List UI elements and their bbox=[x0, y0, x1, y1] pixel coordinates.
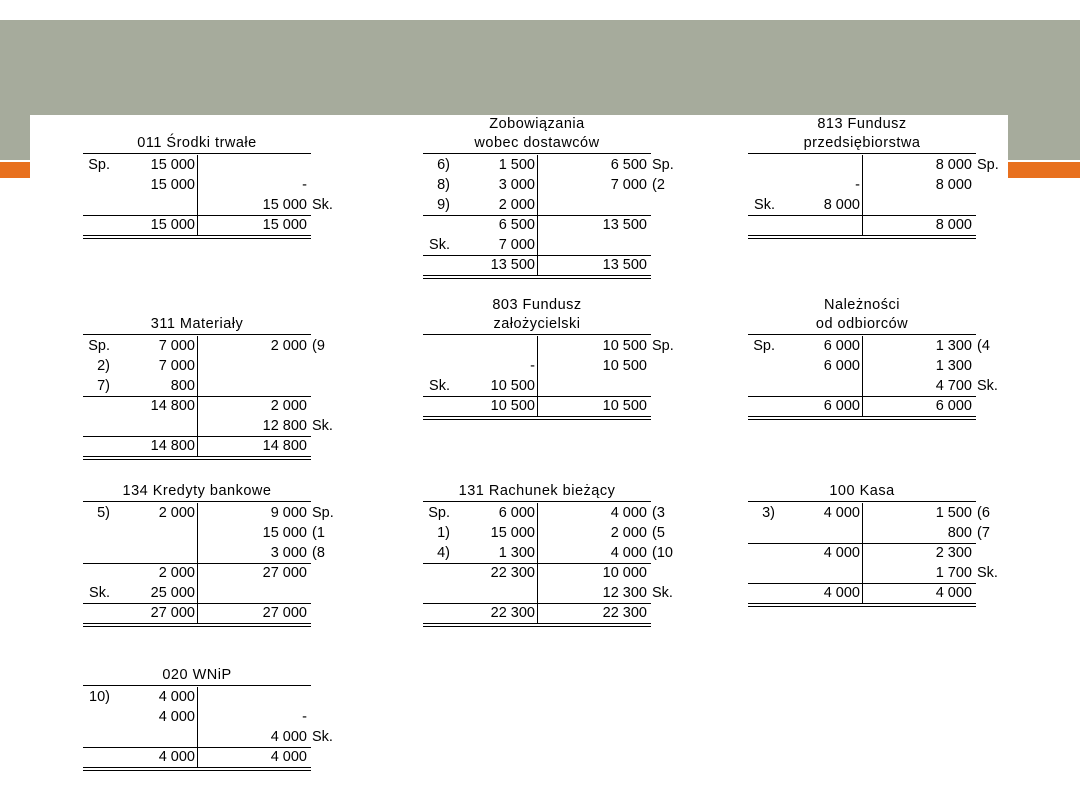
debit-value: 4 000 bbox=[158, 689, 195, 705]
ledger-row bbox=[30, 543, 360, 563]
right-label: (3 bbox=[652, 505, 665, 521]
ledger-row bbox=[30, 396, 360, 416]
credit-value: 9 000 bbox=[270, 505, 307, 521]
account-title-line1: 813 Fundusz bbox=[817, 116, 907, 132]
right-label: (2 bbox=[652, 177, 665, 193]
credit-value: 3 000 bbox=[270, 545, 307, 561]
ledger-row bbox=[370, 155, 700, 175]
credit-value: 8 000 bbox=[935, 157, 972, 173]
credit-value: 4 000 bbox=[610, 505, 647, 521]
credit-value: 10 000 bbox=[602, 565, 647, 581]
debit-value: 15 000 bbox=[150, 157, 195, 173]
right-label: Sp. bbox=[652, 338, 674, 354]
subtotal-rule bbox=[83, 396, 311, 397]
credit-value: 2 000 bbox=[270, 398, 307, 414]
total-double-rule bbox=[423, 623, 651, 627]
left-label: 8) bbox=[437, 177, 450, 193]
ledger-row bbox=[370, 563, 700, 583]
subtotal-rule bbox=[423, 255, 651, 256]
debit-value: 2 000 bbox=[498, 197, 535, 213]
ledger-row bbox=[30, 603, 360, 623]
right-label: (1 bbox=[312, 525, 325, 541]
debit-value: 25 000 bbox=[150, 585, 195, 601]
credit-value: 10 500 bbox=[602, 358, 647, 374]
left-label: Sk. bbox=[754, 197, 775, 213]
debit-value: 22 300 bbox=[490, 565, 535, 581]
total-double-rule bbox=[83, 623, 311, 627]
credit-value: 15 000 bbox=[262, 197, 307, 213]
ledger-row bbox=[370, 215, 700, 235]
debit-value: 4 000 bbox=[823, 545, 860, 561]
credit-value: 1 700 bbox=[935, 565, 972, 581]
debit-value: 1 300 bbox=[498, 545, 535, 561]
subtotal-rule bbox=[748, 396, 976, 397]
left-label: 7) bbox=[97, 378, 110, 394]
ledger-row bbox=[695, 563, 1025, 583]
account-title-line2: przedsiębiorstwa bbox=[748, 134, 976, 154]
credit-value: - bbox=[302, 177, 307, 193]
credit-value: 10 500 bbox=[602, 398, 647, 414]
right-label: Sk. bbox=[652, 585, 673, 601]
ledger-row bbox=[695, 215, 1025, 235]
subtotal-rule bbox=[748, 583, 976, 584]
debit-value: 14 800 bbox=[150, 398, 195, 414]
debit-value: 15 000 bbox=[150, 177, 195, 193]
account-title-line1: 803 Fundusz bbox=[492, 297, 582, 313]
ledger-row bbox=[370, 356, 700, 376]
left-label: 4) bbox=[437, 545, 450, 561]
credit-value: 15 000 bbox=[262, 217, 307, 233]
ledger-row bbox=[695, 175, 1025, 195]
credit-value: 1 300 bbox=[935, 358, 972, 374]
debit-value: 4 000 bbox=[823, 585, 860, 601]
ledger-row bbox=[30, 215, 360, 235]
credit-value: 4 000 bbox=[610, 545, 647, 561]
debit-value: - bbox=[530, 358, 535, 374]
ledger-row bbox=[30, 155, 360, 175]
subtotal-rule bbox=[423, 215, 651, 216]
credit-value: 4 700 bbox=[935, 378, 972, 394]
subtotal-rule bbox=[423, 396, 651, 397]
debit-value: 15 000 bbox=[490, 525, 535, 541]
total-double-rule bbox=[423, 275, 651, 279]
ledger-row bbox=[30, 563, 360, 583]
account-title-line2: 131 Rachunek bieżący bbox=[423, 482, 651, 502]
left-label: 3) bbox=[762, 505, 775, 521]
ledger-row bbox=[695, 503, 1025, 523]
debit-value: 6 500 bbox=[498, 217, 535, 233]
ledger-row bbox=[370, 583, 700, 603]
ledger-row bbox=[30, 195, 360, 215]
account-title-line1: Należności bbox=[824, 297, 900, 313]
ledger-row bbox=[30, 687, 360, 707]
credit-value: 12 800 bbox=[262, 418, 307, 434]
ledger-row bbox=[370, 336, 700, 356]
total-double-rule bbox=[748, 235, 976, 239]
left-label: Sk. bbox=[89, 585, 110, 601]
ledger-row bbox=[30, 416, 360, 436]
left-label: Sk. bbox=[429, 378, 450, 394]
total-double-rule bbox=[748, 416, 976, 420]
left-label: 2) bbox=[97, 358, 110, 374]
account-title-line2: od odbiorców bbox=[748, 315, 976, 335]
ledger-row bbox=[30, 707, 360, 727]
left-label: Sp. bbox=[88, 338, 110, 354]
credit-value: 13 500 bbox=[602, 217, 647, 233]
debit-value: 6 000 bbox=[498, 505, 535, 521]
ledger-row bbox=[370, 523, 700, 543]
right-label: Sk. bbox=[312, 418, 333, 434]
right-label: (8 bbox=[312, 545, 325, 561]
credit-value: 10 500 bbox=[602, 338, 647, 354]
credit-value: 4 000 bbox=[270, 729, 307, 745]
ledger-row bbox=[30, 523, 360, 543]
credit-value: 12 300 bbox=[602, 585, 647, 601]
account-title-line1: Zobowiązania bbox=[489, 116, 585, 132]
subtotal-rule bbox=[83, 563, 311, 564]
subtotal-rule bbox=[83, 436, 311, 437]
debit-value: 2 000 bbox=[158, 565, 195, 581]
right-label: Sp. bbox=[652, 157, 674, 173]
credit-value: 4 000 bbox=[270, 749, 307, 765]
subtotal-rule bbox=[83, 215, 311, 216]
ledger-row bbox=[30, 356, 360, 376]
account-title-line2: 020 WNiP bbox=[83, 666, 311, 686]
account-title-line2: 011 Środki trwałe bbox=[83, 134, 311, 154]
debit-value: 800 bbox=[170, 378, 195, 394]
right-label: (10 bbox=[652, 545, 673, 561]
credit-value: 8 000 bbox=[935, 177, 972, 193]
subtotal-rule bbox=[83, 603, 311, 604]
credit-value: 8 000 bbox=[935, 217, 972, 233]
debit-value: 7 000 bbox=[498, 237, 535, 253]
total-double-rule bbox=[83, 235, 311, 239]
account-title-line2: założycielski bbox=[423, 315, 651, 335]
right-label: Sp. bbox=[312, 505, 334, 521]
ledger-row bbox=[370, 195, 700, 215]
ledger-row bbox=[30, 583, 360, 603]
account-title-line2: 134 Kredyty bankowe bbox=[83, 482, 311, 502]
ledger-row bbox=[695, 376, 1025, 396]
left-label: Sp. bbox=[428, 505, 450, 521]
debit-value: 3 000 bbox=[498, 177, 535, 193]
credit-value: 14 800 bbox=[262, 438, 307, 454]
ledger-row bbox=[30, 436, 360, 456]
ledger-row bbox=[30, 747, 360, 767]
ledger-row bbox=[370, 235, 700, 255]
debit-value: 13 500 bbox=[490, 257, 535, 273]
debit-value: 6 000 bbox=[823, 398, 860, 414]
credit-value: 4 000 bbox=[935, 585, 972, 601]
left-label: Sp. bbox=[88, 157, 110, 173]
credit-value: 15 000 bbox=[262, 525, 307, 541]
total-double-rule bbox=[83, 456, 311, 460]
credit-value: 27 000 bbox=[262, 565, 307, 581]
ledger-row bbox=[695, 155, 1025, 175]
ledger-row bbox=[370, 376, 700, 396]
ledger-row bbox=[30, 727, 360, 747]
left-label: 6) bbox=[437, 157, 450, 173]
right-label: Sk. bbox=[312, 197, 333, 213]
subtotal-rule bbox=[423, 563, 651, 564]
ledger-row bbox=[370, 603, 700, 623]
ledger-row bbox=[30, 376, 360, 396]
subtotal-rule bbox=[423, 603, 651, 604]
ledger-row bbox=[695, 336, 1025, 356]
right-label: Sp. bbox=[977, 157, 999, 173]
right-label: Sk. bbox=[977, 565, 998, 581]
credit-value: 800 bbox=[947, 525, 972, 541]
total-double-rule bbox=[83, 767, 311, 771]
credit-value: 13 500 bbox=[602, 257, 647, 273]
debit-value: 6 000 bbox=[823, 358, 860, 374]
total-double-rule bbox=[423, 416, 651, 420]
ledger-row bbox=[695, 396, 1025, 416]
right-label: Sk. bbox=[977, 378, 998, 394]
subtotal-rule bbox=[748, 215, 976, 216]
ledger-row bbox=[370, 543, 700, 563]
credit-value: 27 000 bbox=[262, 605, 307, 621]
debit-value: 22 300 bbox=[490, 605, 535, 621]
debit-value: 7 000 bbox=[158, 338, 195, 354]
credit-value: 2 300 bbox=[935, 545, 972, 561]
ledger-row bbox=[370, 503, 700, 523]
ledger-row bbox=[695, 195, 1025, 215]
debit-value: 27 000 bbox=[150, 605, 195, 621]
ledger-row bbox=[370, 396, 700, 416]
ledger-row bbox=[695, 583, 1025, 603]
credit-value: 1 300 bbox=[935, 338, 972, 354]
credit-value: - bbox=[302, 709, 307, 725]
left-label: 1) bbox=[437, 525, 450, 541]
left-label: Sk. bbox=[429, 237, 450, 253]
debit-value: 14 800 bbox=[150, 438, 195, 454]
credit-value: 2 000 bbox=[610, 525, 647, 541]
credit-value: 2 000 bbox=[270, 338, 307, 354]
debit-value: 8 000 bbox=[823, 197, 860, 213]
ledger-row bbox=[30, 336, 360, 356]
accent-bar-left bbox=[0, 162, 30, 178]
ledger-row bbox=[695, 356, 1025, 376]
account-title-line2: 311 Materiały bbox=[83, 315, 311, 335]
account-title-line2: wobec dostawców bbox=[423, 134, 651, 154]
credit-value: 6 000 bbox=[935, 398, 972, 414]
debit-value: 2 000 bbox=[158, 505, 195, 521]
right-label: (9 bbox=[312, 338, 325, 354]
debit-value: 7 000 bbox=[158, 358, 195, 374]
debit-value: 1 500 bbox=[498, 157, 535, 173]
debit-value: 4 000 bbox=[158, 749, 195, 765]
credit-value: 7 000 bbox=[610, 177, 647, 193]
ledger-row bbox=[30, 503, 360, 523]
debit-value: 10 500 bbox=[490, 398, 535, 414]
debit-value: - bbox=[855, 177, 860, 193]
subtotal-rule bbox=[83, 747, 311, 748]
credit-value: 1 500 bbox=[935, 505, 972, 521]
credit-value: 22 300 bbox=[602, 605, 647, 621]
left-label: 10) bbox=[89, 689, 110, 705]
ledger-row bbox=[30, 175, 360, 195]
slide-content bbox=[30, 115, 1008, 810]
total-double-rule bbox=[748, 603, 976, 607]
ledger-row bbox=[370, 175, 700, 195]
right-label: Sk. bbox=[312, 729, 333, 745]
ledger-row bbox=[370, 255, 700, 275]
left-label: Sp. bbox=[753, 338, 775, 354]
debit-value: 4 000 bbox=[823, 505, 860, 521]
ledger-row bbox=[695, 543, 1025, 563]
right-label: (6 bbox=[977, 505, 990, 521]
right-label: (4 bbox=[977, 338, 990, 354]
account-title-line2: 100 Kasa bbox=[748, 482, 976, 502]
debit-value: 10 500 bbox=[490, 378, 535, 394]
ledger-row bbox=[695, 523, 1025, 543]
credit-value: 6 500 bbox=[610, 157, 647, 173]
debit-value: 4 000 bbox=[158, 709, 195, 725]
left-label: 5) bbox=[97, 505, 110, 521]
subtotal-rule bbox=[748, 543, 976, 544]
right-label: (7 bbox=[977, 525, 990, 541]
debit-value: 15 000 bbox=[150, 217, 195, 233]
left-label: 9) bbox=[437, 197, 450, 213]
debit-value: 6 000 bbox=[823, 338, 860, 354]
right-label: (5 bbox=[652, 525, 665, 541]
